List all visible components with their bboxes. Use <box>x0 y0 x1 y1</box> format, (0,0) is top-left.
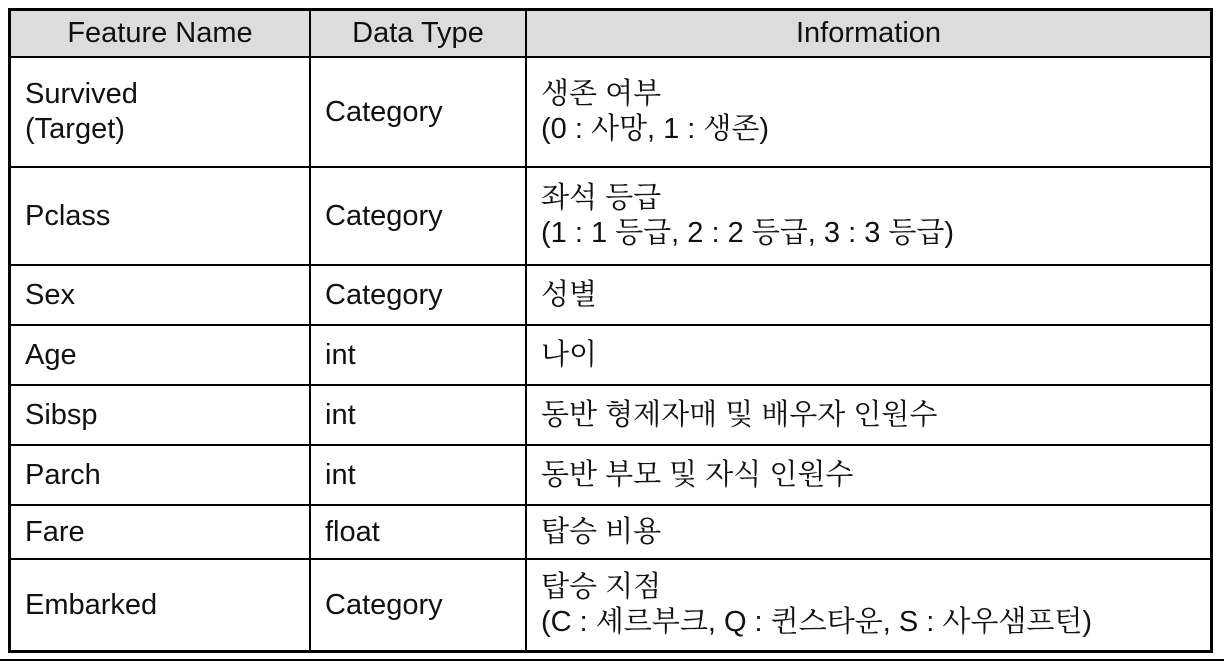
type-label: Category <box>325 588 443 621</box>
feature-label-line2: (Target) <box>25 113 125 145</box>
info-line: (0 : 사망, 1 : 생존) <box>541 113 770 145</box>
info-line: 성별 <box>541 278 598 311</box>
feature-label: Embarked <box>25 588 158 621</box>
feature-label: Parch <box>25 458 101 491</box>
header-data-type <box>311 11 527 56</box>
info-line: 생존 여부 <box>541 78 662 110</box>
info-line: 탑승 지점 <box>541 571 662 603</box>
info-cell <box>527 506 1210 558</box>
table-row-survived <box>11 58 1210 168</box>
feature-label: Pclass <box>25 199 111 232</box>
info-cell <box>527 560 1210 650</box>
info-cell <box>527 446 1210 504</box>
feature-cell <box>11 386 311 444</box>
table-row-embarked <box>11 560 1210 650</box>
feature-label: Fare <box>25 515 85 548</box>
type-cell <box>311 58 527 166</box>
feature-cell <box>11 326 311 384</box>
type-cell <box>311 386 527 444</box>
info-cell <box>527 326 1210 384</box>
info-line: 동반 부모 및 자식 인원수 <box>541 458 854 491</box>
feature-cell <box>11 506 311 558</box>
feature-label: Sibsp <box>25 398 98 431</box>
info-cell <box>527 266 1210 324</box>
info-line: 좌석 등급 <box>541 182 662 214</box>
table-row-fare <box>11 506 1210 560</box>
header-information <box>527 11 1210 56</box>
table-header-row <box>11 11 1210 58</box>
feature-cell <box>11 560 311 650</box>
table-row-pclass <box>11 168 1210 266</box>
type-cell <box>311 446 527 504</box>
table-row-sibsp <box>11 386 1210 446</box>
info-line: 탑승 비용 <box>541 515 662 548</box>
feature-cell <box>11 266 311 324</box>
header-feature-name-label: Feature Name <box>67 17 253 49</box>
type-label: int <box>325 458 356 491</box>
type-cell <box>311 266 527 324</box>
type-cell <box>311 560 527 650</box>
info-line: (C : 셰르부크, Q : 퀸스타운, S : 사우샘프턴) <box>541 606 1093 638</box>
info-cell <box>527 168 1210 264</box>
info-line: 동반 형제자매 및 배우자 인원수 <box>541 398 938 431</box>
info-cell <box>527 58 1210 166</box>
info-line: (1 : 1 등급, 2 : 2 등급, 3 : 3 등급) <box>541 217 955 249</box>
info-cell <box>527 386 1210 444</box>
type-label: Category <box>325 278 443 311</box>
feature-cell <box>11 446 311 504</box>
header-data-type-label: Data Type <box>352 17 484 49</box>
header-feature-name <box>11 11 311 56</box>
type-label: Category <box>325 95 443 128</box>
feature-label: Age <box>25 338 77 371</box>
table-row-parch <box>11 446 1210 506</box>
type-label: Category <box>325 199 443 232</box>
type-label: float <box>325 515 380 548</box>
bottom-horizontal-rule <box>0 659 1224 661</box>
info-line: 나이 <box>541 338 598 371</box>
type-cell <box>311 506 527 558</box>
header-information-label: Information <box>795 17 942 49</box>
type-label: int <box>325 398 356 431</box>
feature-cell <box>11 168 311 264</box>
feature-label: Survived <box>25 78 138 110</box>
type-cell <box>311 326 527 384</box>
feature-description-table <box>8 8 1213 653</box>
feature-label: Sex <box>25 278 75 311</box>
feature-cell <box>11 58 311 166</box>
table-row-age <box>11 326 1210 386</box>
type-cell <box>311 168 527 264</box>
type-label: int <box>325 338 356 371</box>
table-row-sex <box>11 266 1210 326</box>
